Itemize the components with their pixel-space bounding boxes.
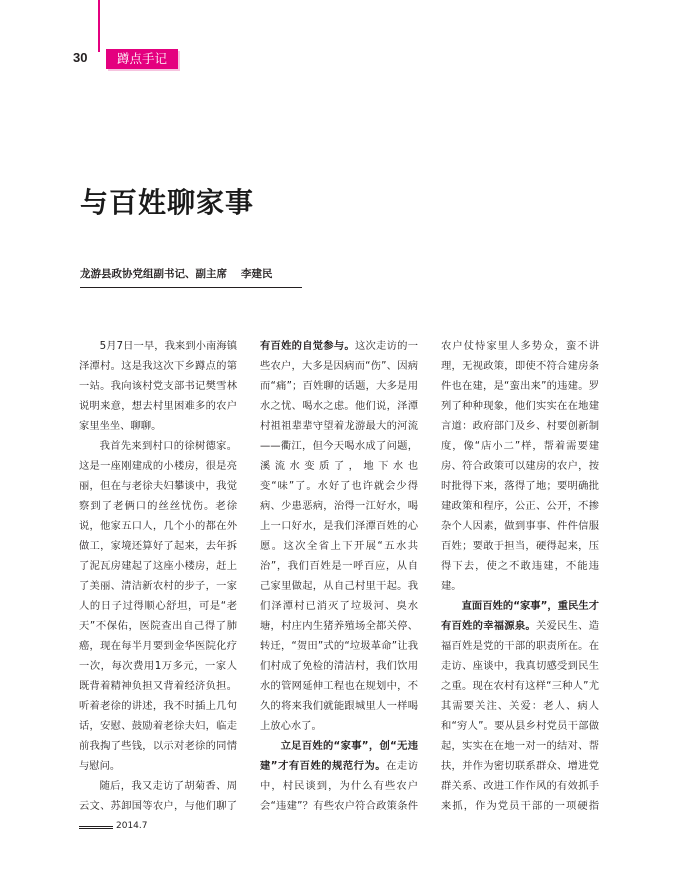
section-label: 蹲点手记: [106, 49, 178, 69]
issue-date: 2014.7: [116, 821, 148, 831]
paragraph: [79, 336, 237, 436]
paragraph: [79, 436, 237, 776]
paragraph-lead: 立足百姓的“家事”，创“无违建”才有百姓的规范行为。: [260, 740, 418, 772]
paragraph-lead: 有百姓的自觉参与。: [260, 340, 355, 352]
paragraph-text: 5月7日一早，我来到小南海镇泽潭村。这是我这次下乡蹲点的第一站。我向该村党支部书记樊雪林说明来意，想去村里困难多的农户家里坐坐、聊聊。: [79, 340, 237, 432]
paragraph: [441, 336, 599, 596]
byline-divider: [80, 287, 302, 288]
article-column-2: [260, 336, 418, 820]
byline-role: 龙游县政协党组副书记、副主席: [80, 268, 227, 280]
paragraph-text: 关爱民生、造福百姓是党的干部的职责所在。在走访、座谈中，我真切感受到民生之重。现在农村有这样“三种人”尤其需要关注、关爱：老人、病人和“穷人”。要从县乡村党员干部做起，实实在在地一对一的结对、帮扶，并作为密切联系群众、增进党群关系、改进工作作风的有效抓手来抓，作为党员干部的一项硬指: [441, 620, 599, 812]
paragraph-text: 这次走访的一些农户，大多是因病而“伤”、因病而“痛”；百姓聊的话题，大多是用水之忧、喝水之虑。他们说，泽潭村祖祖辈辈守望着龙游最大的河流——衢江，但今天喝水成了问题，溪流水变质了，地下水也变“味”了。水好了也许就会少得病、少患恶病，治得一江好水，喝上一口好水，是我们泽潭百姓的心愿。这次全省上下开展“五水共治”，我们百姓是一呼百应，从自己家里做起，从自己村里干起。我们泽潭村已消灭了垃圾河、臭水塘，村庄内生猪养殖场全都关停、转迁，“贺田”式的“垃圾革命”让我们村成了免检的清洁村，我们饮用水的管网延伸工程也在规划中，不久的将来我们就能跟城里人一样喝上放心水了。: [260, 340, 418, 732]
paragraph: [79, 776, 237, 820]
paragraph: [260, 336, 418, 736]
footer: [79, 817, 148, 831]
byline-name: 李建民: [241, 268, 273, 280]
paragraph-text: 我首先来到村口的徐树德家。这是一座刚建成的小楼房，很是亮丽，但在与老徐夫妇攀谈中，我觉察到了老俩口的丝丝忧伤。老徐说，他家五口人，几个小的都在外做工，家境还算好了起来，去年拆了泥瓦房建起了这座小楼房，赶上了美丽、清洁新农村的步子，一家人的日子过得顺心舒坦，可是“老天”不保佑，医院查出自己得了肺癌，现在每半月要到金华医院化疗一次，每次费用1万多元，一家人既背着精神负担又背着经济负担。听着老徐的讲述，我不时插上几句话，安慰、鼓励着老徐夫妇，临走前我掏了些钱，以示对老徐的同情与慰问。: [79, 440, 237, 772]
paragraph: [260, 736, 418, 820]
masthead-logo: [79, 817, 113, 829]
paragraph-text: 农户仗恃家里人多势众，蛮不讲理，无视政策，即使不符合建房条件也在建，是“蛮出来”的违建。罗列了种种现象，他们实实在在地建言道：政府部门及乡、村要创新制度，像“店小二”样，帮着需要建房、符合政策可以建房的农户，按时批得下来，落得了地；要明确批建政策和程序，公正、公开，不掺杂个人因素，做到事事、件件信服百姓；要敢于担当，硬得起来，压得下去，使之不敢违建，不能违建。: [441, 340, 599, 592]
margin-rule: [98, 0, 100, 52]
article-column-3: [441, 336, 599, 820]
page-number: 30: [73, 50, 88, 65]
byline: [80, 266, 273, 281]
paragraph-lead: 直面百姓的“家事”，重民生才有百姓的幸福源泉。: [441, 600, 599, 632]
article-title: 与百姓聊家事: [80, 186, 255, 219]
article-column-1: [79, 336, 237, 820]
paragraph-text: 在走访中，村民谈到，为什么有些农户会“违建”？有些农户符合政策条件: [260, 760, 418, 812]
paragraph: [441, 596, 599, 820]
paragraph-text: 随后，我又走访了胡菊香、周云文、苏卸国等农户，与他们聊了: [79, 780, 237, 812]
